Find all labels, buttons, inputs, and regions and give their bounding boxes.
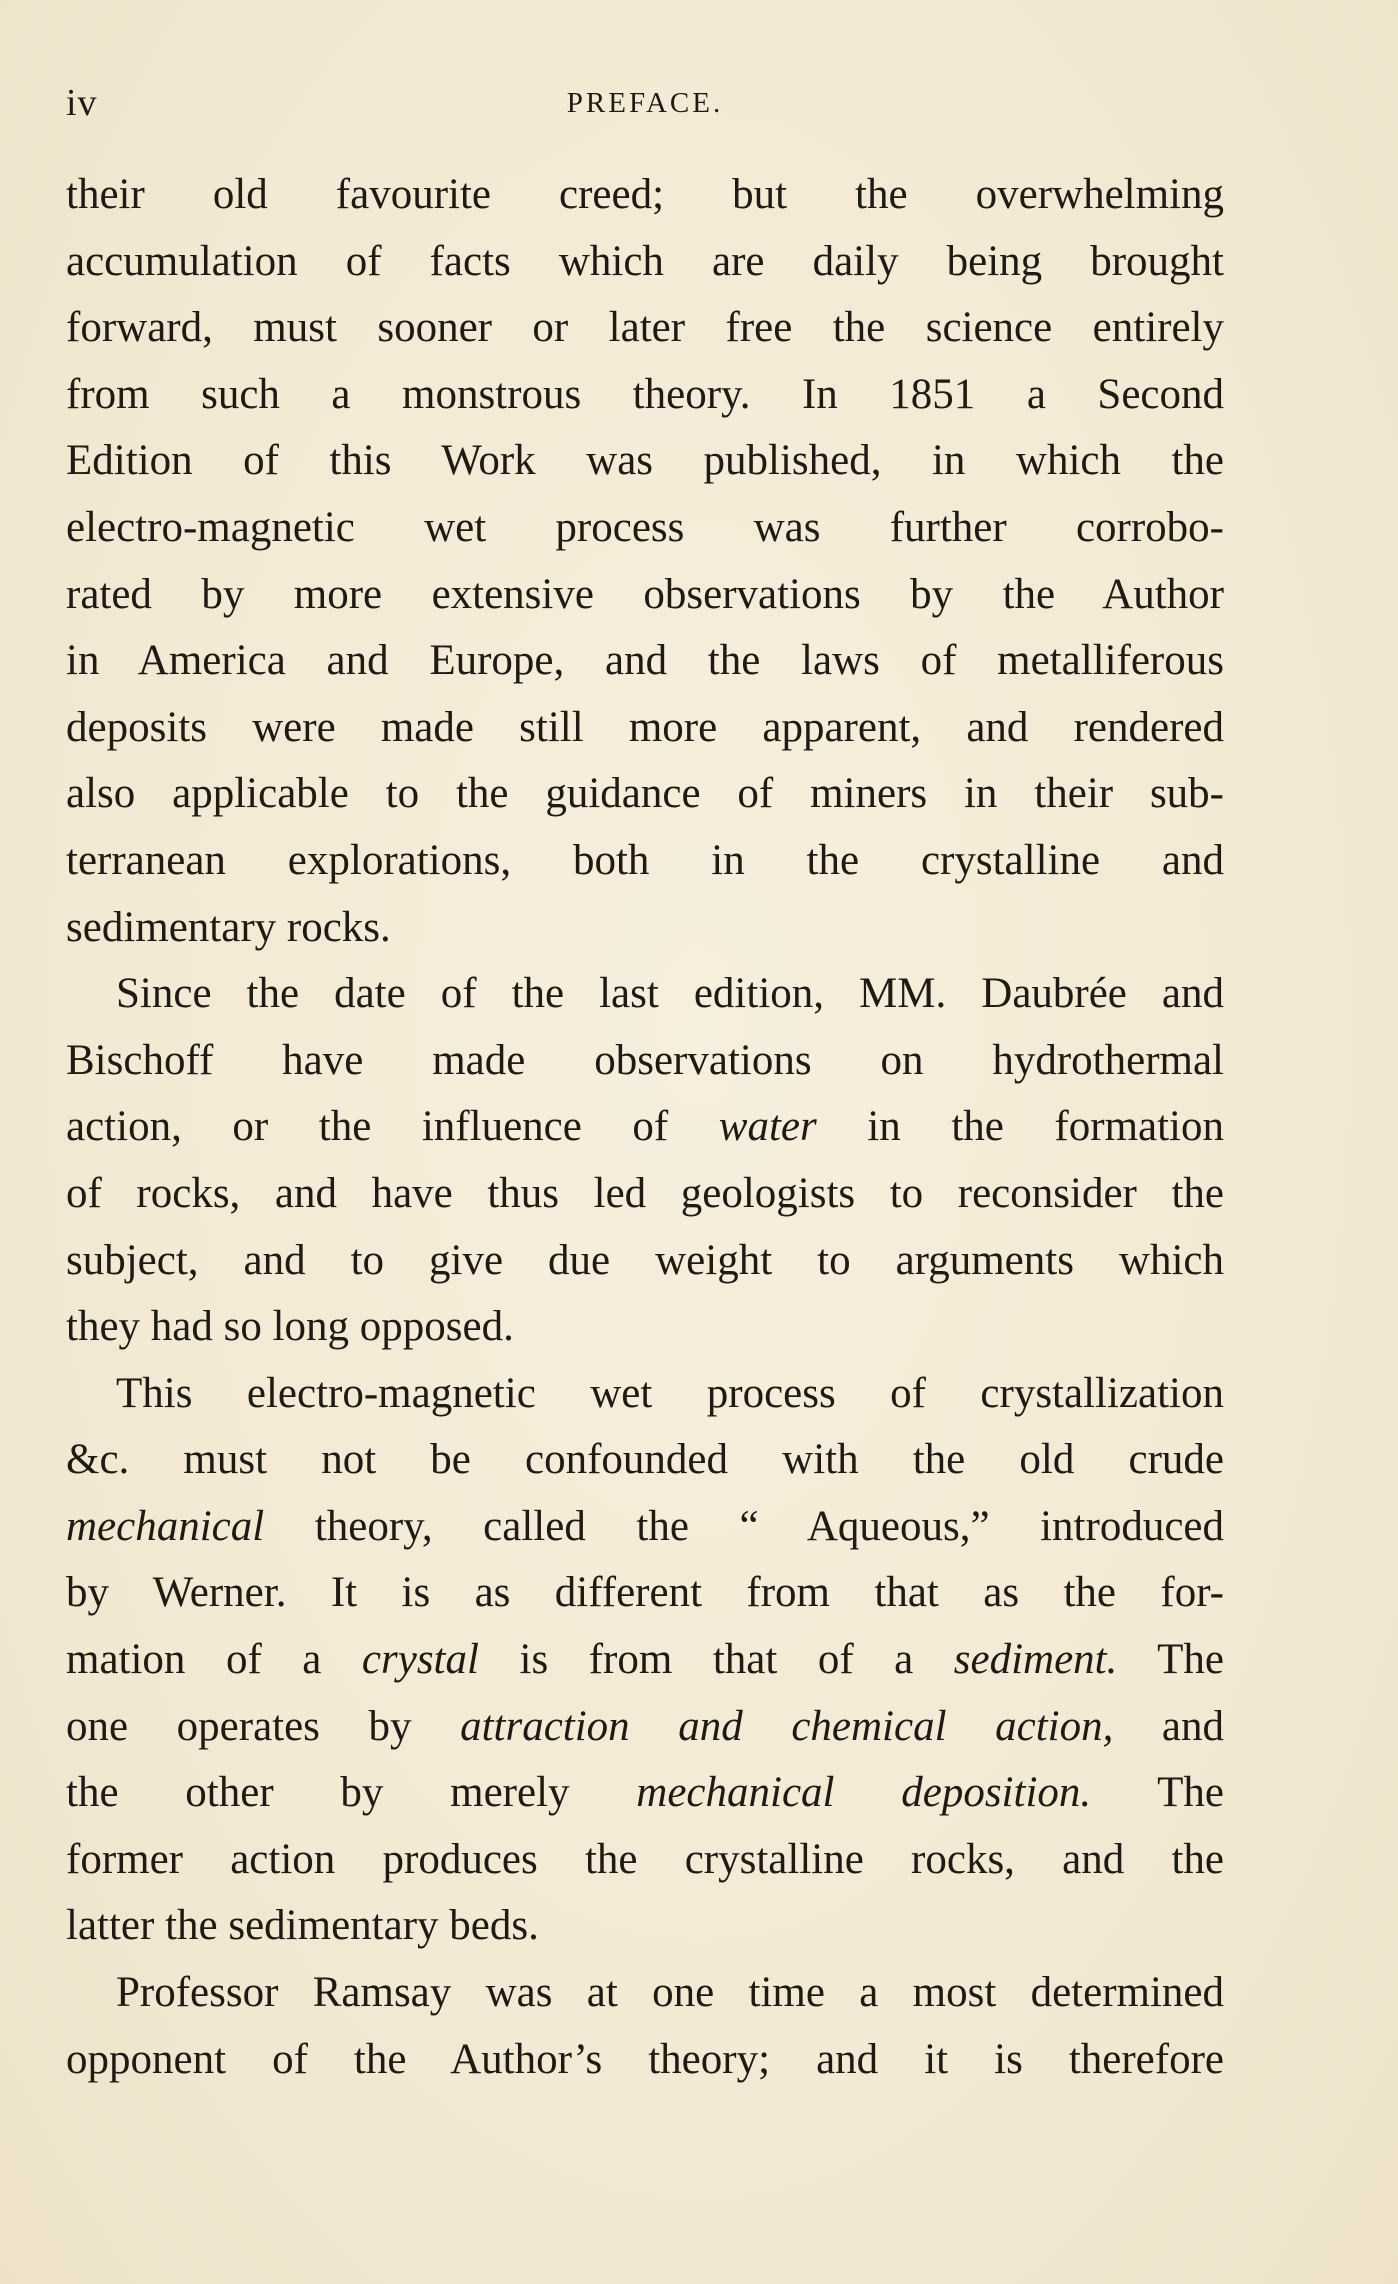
- text-run: the other by merely: [66, 1769, 637, 1817]
- text-run: is from that of a: [478, 1636, 954, 1684]
- text-run: theory, called the “ Aqueous,” introduced: [264, 1502, 1224, 1550]
- italic-run: mechanical deposition.: [636, 1769, 1092, 1817]
- italic-run: mechanical: [66, 1502, 265, 1550]
- text-run: one operates by: [66, 1702, 461, 1750]
- text-line: [66, 1760, 1224, 1827]
- page-header: [66, 78, 1224, 128]
- text-line: their old favourite creed; but the overwhelming: [66, 171, 1224, 218]
- text-line: Bischoff have made observations on hydrothermal: [66, 1036, 1224, 1084]
- text-run: action, or the influence of: [66, 1103, 719, 1151]
- text-run: in the formation: [816, 1103, 1224, 1151]
- text-line: &c. must not be confounded with the old crude: [66, 1436, 1224, 1484]
- text-line: opponent of the Author’s theory; and it is therefore: [66, 2035, 1224, 2083]
- text-line: of rocks, and have thus led geologists to reconsider the: [66, 1169, 1224, 1217]
- running-head: PREFACE.: [566, 87, 724, 119]
- text-line: Professor Ramsay was at one time a most determined: [116, 1969, 1224, 2017]
- text-line: [66, 1494, 1224, 1561]
- italic-run: crystal: [361, 1636, 479, 1684]
- italic-run: sediment.: [953, 1636, 1118, 1684]
- text-line: also applicable to the guidance of miners in their sub-: [66, 770, 1224, 818]
- text-line: Edition of this Work was published, in which the: [66, 437, 1224, 485]
- text-line: [66, 1694, 1224, 1761]
- body-text: [66, 162, 1224, 2093]
- text-line: [66, 1627, 1224, 1694]
- text-line: in America and Europe, and the laws of metalliferous: [66, 637, 1224, 685]
- text-line: Since the date of the last edition, MM. Daubrée and: [116, 970, 1224, 1018]
- text-line: former action produces the crystalline rocks, and the: [66, 1835, 1224, 1883]
- text-run: mation of a: [66, 1636, 362, 1684]
- text-line: latter the sedimentary beds.: [66, 1902, 539, 1950]
- italic-run: water: [718, 1103, 817, 1151]
- text-run: and: [1113, 1702, 1224, 1750]
- text-line: by Werner. It is as different from that as the for-: [66, 1569, 1224, 1617]
- text-line: forward, must sooner or later free the science entirely: [66, 304, 1224, 352]
- text-line: electro-magnetic wet process was further corrobo-: [66, 503, 1224, 551]
- text-line: sedimentary rocks.: [66, 903, 391, 951]
- italic-run: attraction and chemical action,: [460, 1702, 1114, 1750]
- text-line: subject, and to give due weight to arguments which: [66, 1236, 1224, 1284]
- page-number: iv: [66, 82, 98, 124]
- text-line: accumulation of facts which are daily being brought: [66, 237, 1224, 285]
- text-run: The: [1117, 1636, 1224, 1684]
- text-line: terranean explorations, both in the crystalline and: [66, 836, 1224, 884]
- text-line: rated by more extensive observations by the Author: [66, 570, 1224, 618]
- text-line: [66, 1094, 1224, 1161]
- text-line: they had so long opposed.: [66, 1303, 514, 1351]
- text-line: This electro-magnetic wet process of crystallization: [116, 1369, 1224, 1417]
- text-line: from such a monstrous theory. In 1851 a Second: [66, 370, 1224, 418]
- text-run: The: [1091, 1769, 1224, 1817]
- text-line: deposits were made still more apparent, and rendered: [66, 703, 1224, 751]
